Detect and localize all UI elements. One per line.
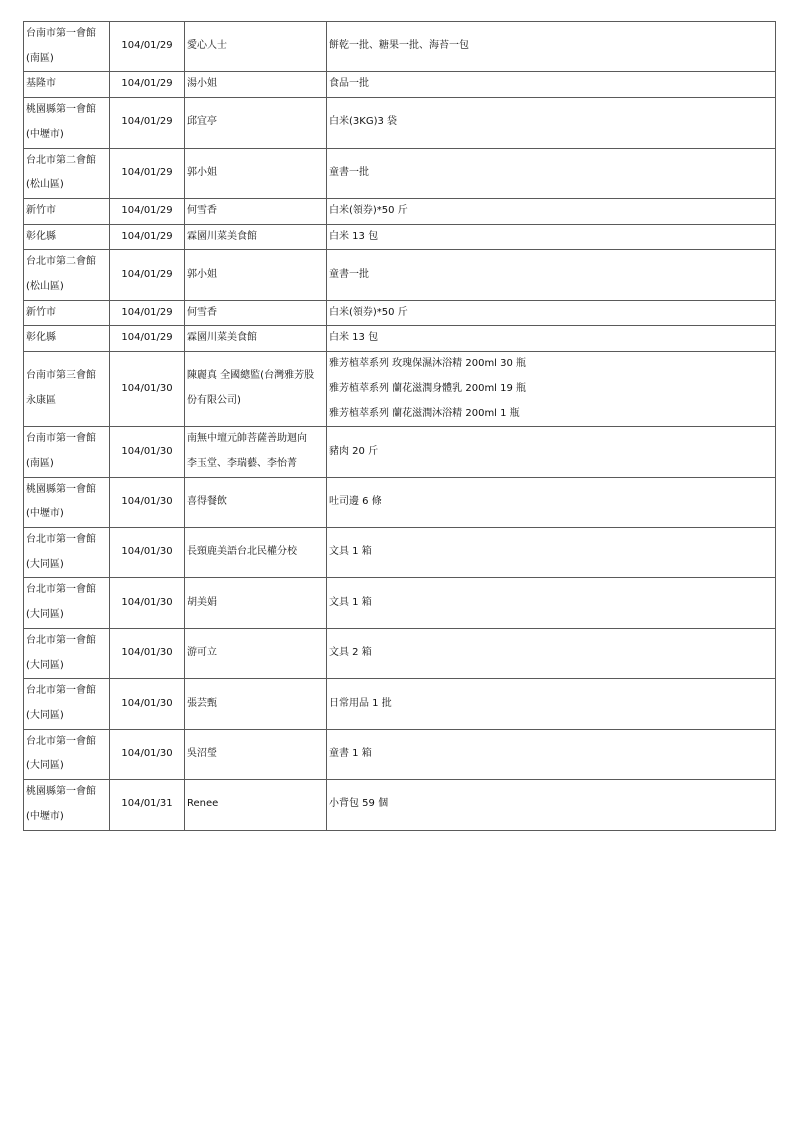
- date-cell: 104/01/30: [110, 729, 185, 779]
- branch-cell-line: (南區): [26, 52, 54, 64]
- branch-cell-line: 基隆市: [26, 78, 56, 90]
- table-row: [24, 224, 776, 250]
- items-cell-line: 吐司邊 6 條: [329, 496, 382, 507]
- table-row: [24, 528, 776, 578]
- table-row: [24, 22, 776, 72]
- items-cell-line: 白米 13 包: [329, 230, 379, 242]
- date-cell: 104/01/30: [110, 427, 185, 477]
- branch-cell: [24, 72, 110, 98]
- branch-cell-line: 台北市第一會館: [26, 685, 96, 697]
- items-cell-line: 白米(領券)*50 斤: [329, 306, 408, 318]
- branch-cell: [24, 326, 110, 352]
- branch-cell: [24, 628, 110, 678]
- date-cell: 104/01/29: [110, 224, 185, 250]
- donor-cell: [185, 198, 327, 224]
- donor-cell: [185, 98, 327, 148]
- branch-cell-line: 彰化縣: [26, 230, 56, 242]
- donor-cell-line: 李玉堂、李瑞藝、李怡菁: [187, 457, 297, 469]
- branch-cell: [24, 780, 110, 830]
- branch-cell: [24, 22, 110, 72]
- items-cell: [327, 198, 776, 224]
- branch-cell: [24, 578, 110, 628]
- table-row: [24, 427, 776, 477]
- table-row: [24, 300, 776, 326]
- branch-cell-line: 桃園縣第一會館: [26, 786, 96, 798]
- branch-cell-line: (中壢市): [26, 128, 64, 140]
- date-cell: 104/01/31: [110, 780, 185, 830]
- donor-cell-line: 張芸甄: [187, 697, 217, 709]
- branch-cell-line: (大同區): [26, 760, 64, 772]
- donation-table-body: [24, 22, 776, 831]
- donor-cell-line: 喜得餐飲: [187, 496, 227, 507]
- donor-cell: [185, 729, 327, 779]
- items-cell-line: 餅乾一批、糖果一批、海苔一包: [329, 40, 469, 52]
- branch-cell-line: 台南市第三會館: [26, 370, 96, 382]
- branch-cell-line: 台北市第一會館: [26, 584, 96, 596]
- donor-cell-line: 南無中壇元帥菩薩善助迴向: [187, 433, 307, 445]
- donor-cell: [185, 427, 327, 477]
- branch-cell-line: (大同區): [26, 709, 64, 721]
- donor-cell: [185, 300, 327, 326]
- branch-cell-line: 台南市第一會館: [26, 433, 96, 445]
- donor-cell: [185, 628, 327, 678]
- items-cell: [327, 352, 776, 427]
- branch-cell-line: 台北市第一會館: [26, 634, 96, 646]
- items-cell-line: 文具 2 箱: [329, 647, 372, 659]
- branch-cell-line: (南區): [26, 457, 54, 469]
- donor-cell: [185, 250, 327, 300]
- table-row: [24, 198, 776, 224]
- donor-cell: [185, 224, 327, 250]
- date-cell: 104/01/29: [110, 198, 185, 224]
- date-cell: 104/01/30: [110, 352, 185, 427]
- date-cell: 104/01/30: [110, 679, 185, 729]
- branch-cell-line: 桃園縣第一會館: [26, 483, 96, 495]
- items-cell-line: 食品一批: [329, 78, 369, 90]
- donor-cell-line: 郭小姐: [187, 166, 217, 178]
- items-cell: [327, 780, 776, 830]
- branch-cell-line: (大同區): [26, 558, 64, 570]
- branch-cell: [24, 198, 110, 224]
- branch-cell-line: (大同區): [26, 609, 64, 621]
- branch-cell-line: 永康區: [26, 395, 56, 407]
- branch-cell-line: 台北市第二會館: [26, 154, 96, 166]
- items-cell-line: 白米(領券)*50 斤: [329, 204, 408, 216]
- items-cell-line: 白米(3KG)3 袋: [329, 116, 398, 128]
- branch-cell-line: (松山區): [26, 281, 64, 293]
- branch-cell-line: (中壢市): [26, 508, 64, 520]
- items-cell: [327, 72, 776, 98]
- date-cell: 104/01/30: [110, 628, 185, 678]
- items-cell: [327, 679, 776, 729]
- items-cell: [327, 224, 776, 250]
- items-cell-line: 文具 1 箱: [329, 596, 372, 608]
- items-cell: [327, 300, 776, 326]
- date-cell: 104/01/30: [110, 477, 185, 527]
- date-cell: 104/01/29: [110, 98, 185, 148]
- branch-cell-line: (松山區): [26, 179, 64, 191]
- date-cell: 104/01/29: [110, 148, 185, 198]
- branch-cell-line: 新竹市: [26, 204, 56, 216]
- branch-cell-line: 彰化縣: [26, 332, 56, 344]
- items-cell: [327, 578, 776, 628]
- items-cell-line: 文具 1 箱: [329, 546, 372, 558]
- donor-cell-line: 霖園川菜美食館: [187, 332, 257, 344]
- donor-cell-line: 何雪香: [187, 306, 217, 318]
- donor-cell: [185, 578, 327, 628]
- date-cell: 104/01/30: [110, 578, 185, 628]
- donor-cell-line: 份有限公司): [187, 395, 241, 407]
- donor-cell-line: 霖園川菜美食館: [187, 230, 257, 242]
- items-cell: [327, 477, 776, 527]
- table-row: [24, 72, 776, 98]
- date-cell: 104/01/29: [110, 326, 185, 352]
- branch-cell: [24, 352, 110, 427]
- donor-cell-line: 邱宜亭: [187, 116, 217, 128]
- items-cell-line: 雅芳植萃系列 蘭花滋潤沐浴精 200ml 1 瓶: [329, 407, 520, 419]
- donor-cell-line: 郭小姐: [187, 268, 217, 280]
- items-cell-line: 雅芳植萃系列 蘭花滋潤身體乳 200ml 19 瓶: [329, 382, 527, 394]
- branch-cell: [24, 679, 110, 729]
- items-cell-line: 童書 1 箱: [329, 748, 372, 760]
- items-cell-line: 白米 13 包: [329, 332, 379, 344]
- branch-cell-line: 台北市第一會館: [26, 534, 96, 546]
- donor-cell-line: Renee: [187, 798, 219, 810]
- items-cell-line: 童書一批: [329, 166, 369, 178]
- table-row: [24, 729, 776, 779]
- branch-cell: [24, 729, 110, 779]
- table-row: [24, 326, 776, 352]
- items-cell: [327, 528, 776, 578]
- donor-cell-line: 湯小姐: [187, 78, 217, 90]
- items-cell: [327, 326, 776, 352]
- branch-cell-line: (中壢市): [26, 810, 64, 822]
- date-cell: 104/01/29: [110, 22, 185, 72]
- date-cell: 104/01/29: [110, 300, 185, 326]
- items-cell: [327, 148, 776, 198]
- date-cell: 104/01/30: [110, 528, 185, 578]
- donor-cell-line: 陳麗真 全國總監(台灣雅芳股: [187, 370, 315, 382]
- items-cell-line: 豬肉 20 斤: [329, 445, 379, 457]
- items-cell-line: 小背包 59 個: [329, 798, 389, 810]
- donor-cell-line: 何雪香: [187, 204, 217, 216]
- branch-cell-line: 台南市第一會館: [26, 28, 96, 39]
- table-row: [24, 250, 776, 300]
- branch-cell: [24, 98, 110, 148]
- donor-cell-line: 吳沼瑩: [187, 748, 217, 760]
- table-row: [24, 352, 776, 427]
- donor-cell-line: 游可立: [187, 647, 217, 659]
- branch-cell: [24, 250, 110, 300]
- branch-cell: [24, 477, 110, 527]
- table-row: [24, 98, 776, 148]
- branch-cell-line: (大同區): [26, 659, 64, 671]
- table-row: [24, 578, 776, 628]
- table-row: [24, 477, 776, 527]
- donor-cell: [185, 477, 327, 527]
- table-row: [24, 628, 776, 678]
- items-cell: [327, 427, 776, 477]
- date-cell: 104/01/29: [110, 250, 185, 300]
- items-cell: [327, 628, 776, 678]
- donor-cell-line: 胡美娟: [187, 596, 217, 608]
- date-cell: 104/01/29: [110, 72, 185, 98]
- donor-cell: [185, 326, 327, 352]
- branch-cell: [24, 427, 110, 477]
- items-cell: [327, 22, 776, 72]
- items-cell: [327, 729, 776, 779]
- items-cell: [327, 98, 776, 148]
- branch-cell: [24, 224, 110, 250]
- items-cell: [327, 250, 776, 300]
- branch-cell: [24, 148, 110, 198]
- branch-cell-line: 桃園縣第一會館: [26, 104, 96, 116]
- donation-table: [23, 21, 776, 831]
- donor-cell: [185, 22, 327, 72]
- branch-cell-line: 新竹市: [26, 306, 56, 318]
- table-row: [24, 679, 776, 729]
- branch-cell-line: 台北市第一會館: [26, 735, 96, 747]
- table-row: [24, 780, 776, 830]
- branch-cell-line: 台北市第二會館: [26, 256, 96, 268]
- items-cell-line: 日常用品 1 批: [329, 697, 392, 709]
- donor-cell-line: 愛心人士: [187, 40, 227, 52]
- donor-cell-line: 長頸鹿美語台北民權分校: [187, 546, 297, 558]
- items-cell-line: 童書一批: [329, 268, 369, 280]
- donor-cell: [185, 679, 327, 729]
- branch-cell: [24, 300, 110, 326]
- donor-cell: [185, 528, 327, 578]
- donor-cell: [185, 72, 327, 98]
- donor-cell: [185, 352, 327, 427]
- items-cell-line: 雅芳植萃系列 玫瑰保濕沐浴精 200ml 30 瓶: [329, 358, 527, 370]
- table-row: [24, 148, 776, 198]
- donor-cell: [185, 148, 327, 198]
- branch-cell: [24, 528, 110, 578]
- donor-cell: [185, 780, 327, 830]
